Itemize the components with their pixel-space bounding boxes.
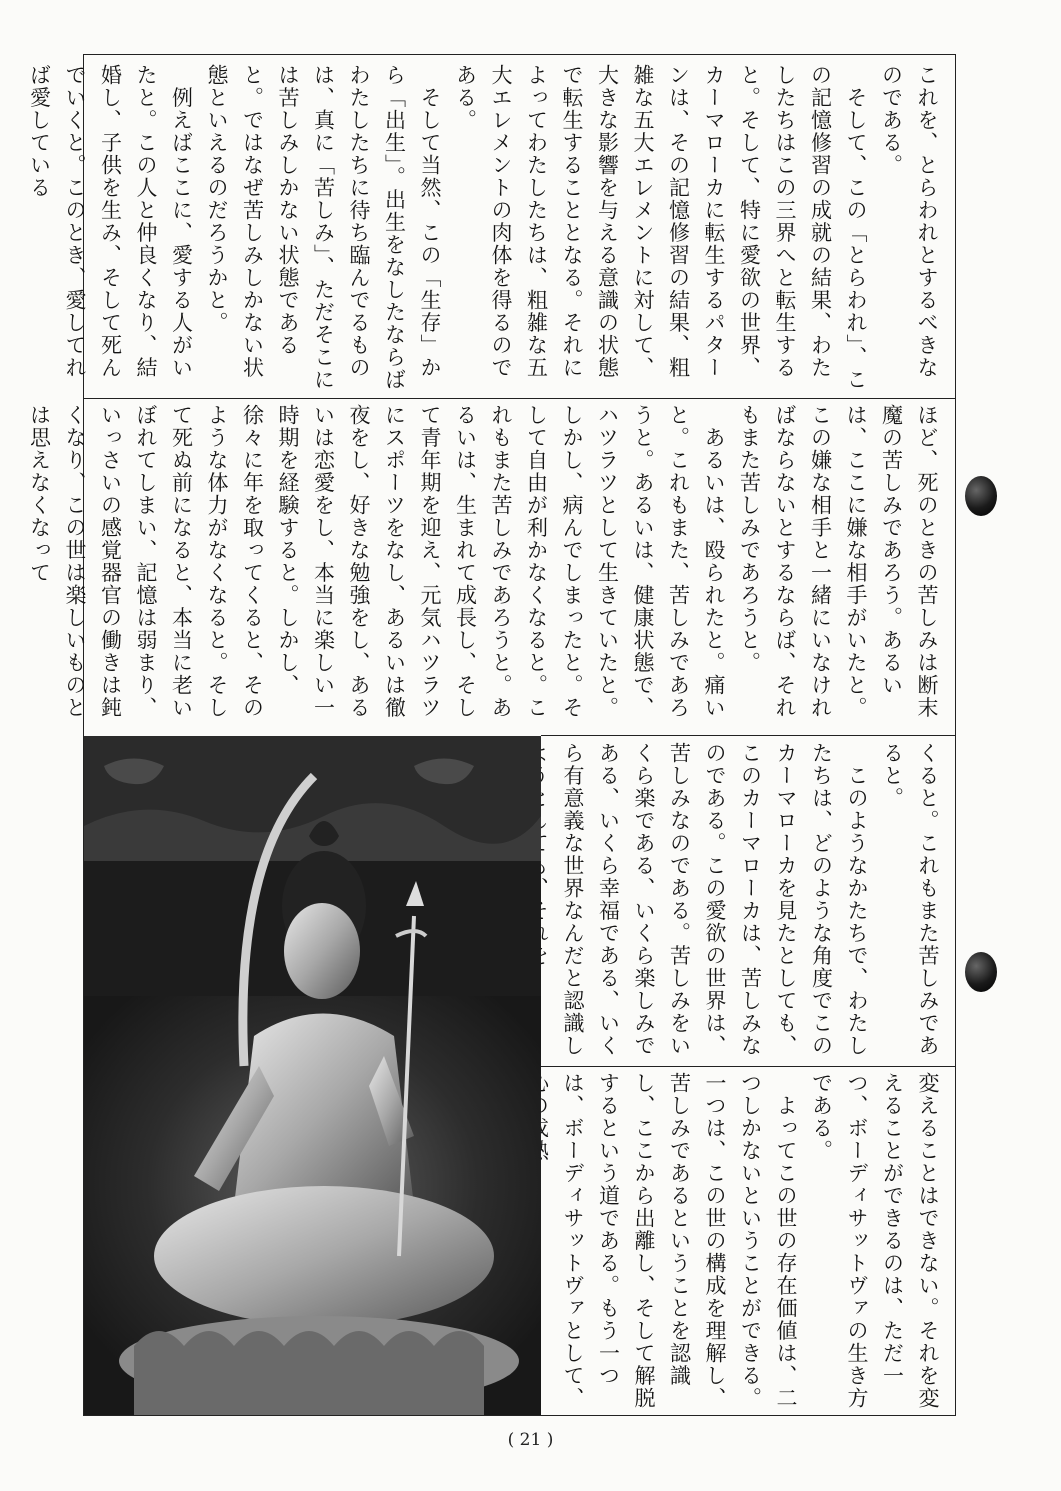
text-block-middle: ほど、死のときの苦しみは断末魔の苦しみであろう。あるいは、ここに嫌な相手がいたと。この嫌な相手と一緒にいなければならないとするならば、それもまた苦しみであろうと。 あるいは、殴られたと。痛いと。これもまた、苦しみであろうと。あるいは、健康状態で、ハツラツとして生きていたと。しかし、病んでしまったと。そして自由が利かなくなると。これもまた苦しみであろうと。あるいは、生まれて成長し、そして青年期を迎え、元気ハツラツにスポーツをなし、あるいは徹夜をし、好きな勉強をし、あるいは恋愛をし、本当に楽しい一時期を経験すると。しかし、徐々に年を取ってくると、そのような体力がなくなると。そして死ぬ前になると、本当に老いぼれてしまい、記憶は弱まり、いっさいの感覚器官の働きは鈍くなり、この世は楽しいものとは思えなくなって	[27, 404, 939, 719]
divider-upper	[84, 398, 955, 399]
punch-hole-lower	[965, 952, 997, 992]
divider-middle	[541, 735, 955, 736]
punch-hole-upper	[965, 476, 997, 516]
text-block-lower-top: くると。これもまた苦しみであると。 このようなかたちで、わたしたちは、どのような角度でこのカーマローカを見たとしても、このカーマローカは、苦しみなのである。この愛欲の世界は、苦しみなのである。苦しみをいくら楽である、いくら楽しみである、いくら幸福である、いくら有意義な世界なんだと認識し	[561, 742, 940, 1057]
deity-statue-photo	[84, 736, 541, 1415]
text-block-upper: これを、とらわれとするべきなのである。 そして、この「とらわれ」、この記憶修習の成就の結果、わたしたちはこの三界へと転生すると。そして、特に愛欲の世界、カーマローカに転生するパターンは、その記憶修習の結果、粗雑な五大エレメントに対して、大きな影響を与える意識の状態で転生することとなる。それによってわたしたちは、粗雑な五大エレメントの肉体を得るのである。 そして当然、この「生存」から「出生」。出生をなしたならばわたしたちに待ち臨んでるものは、真に「苦しみ」、ただそこには苦しみしかない状態であると。ではなぜ苦しみしかない状態といえるのだろうかと。 例えばここに、愛する人がいたと。この人と仲良くなり、結婚し、子供を生み、そして死んでいくと。このとき、愛してれば愛している	[27, 64, 939, 391]
text-block-lower-bottom: 変えることはできない。それを変えることができるのは、ただ一つ、ボーディサットヴァの生き方である。 よってこの世の存在価値は、二つしかないということができる。一つは、この世の構成を理解し、苦しみであるということを認識し、ここから出離し、そして解脱するという道である。もう一つは、ボーディサットヴァとして、	[561, 1072, 940, 1410]
divider-lower	[541, 1066, 955, 1067]
page-number: ( 21 )	[507, 1430, 554, 1450]
